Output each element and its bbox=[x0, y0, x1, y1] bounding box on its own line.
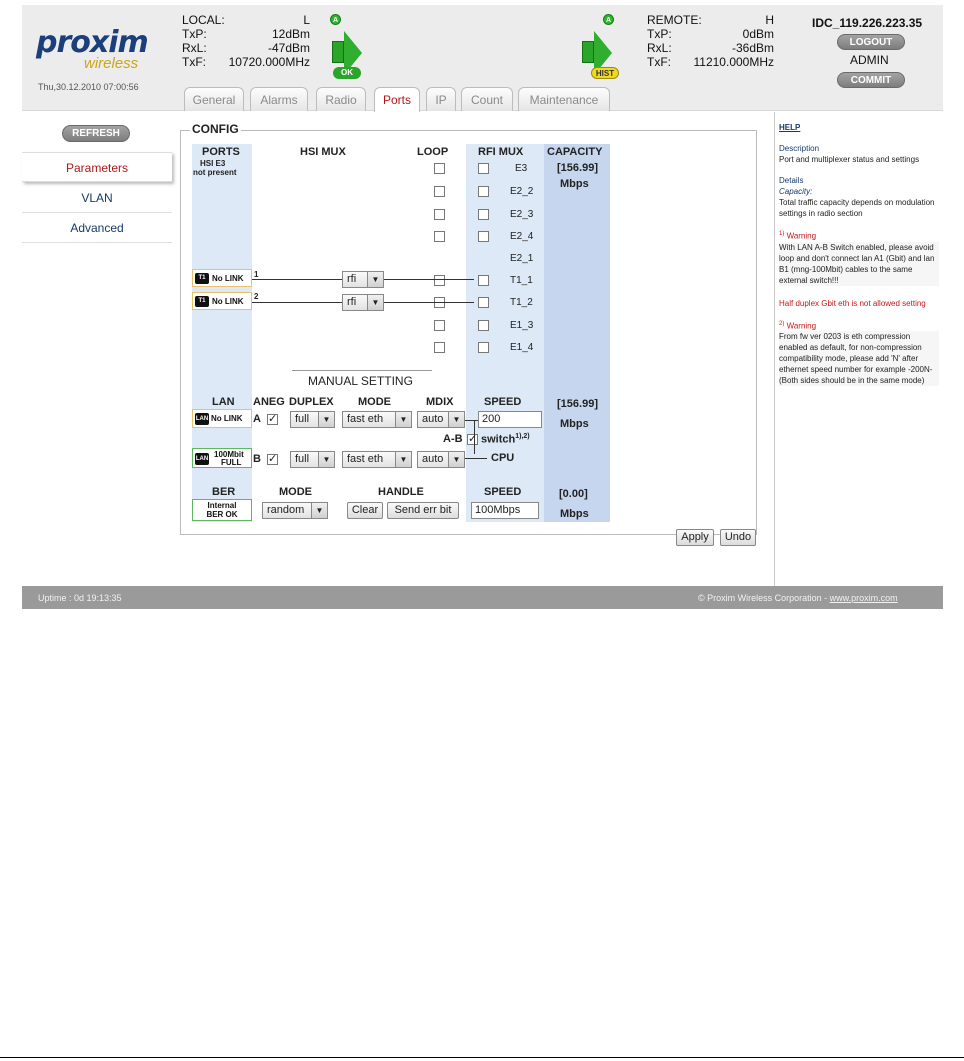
remote-hist-badge: HIST bbox=[591, 67, 619, 79]
chevron-down-icon: ▼ bbox=[318, 412, 334, 427]
local-ok-badge: OK bbox=[333, 67, 361, 79]
loop-header: LOOP bbox=[417, 146, 449, 158]
duplex-header: DUPLEX bbox=[289, 396, 334, 408]
loop-checkbox-e1-4[interactable] bbox=[434, 342, 445, 353]
rfi-checkbox-t1-1[interactable] bbox=[478, 275, 489, 286]
help-details-title: Details bbox=[779, 176, 804, 185]
remote-rxl: -36dBm bbox=[731, 41, 774, 55]
app-window bbox=[22, 5, 943, 609]
lan-b-port bbox=[192, 448, 252, 468]
remote-txp: 0dBm bbox=[742, 27, 774, 41]
lan-b-duplex-select[interactable]: full ▼ bbox=[290, 451, 335, 468]
help-panel bbox=[774, 112, 943, 586]
remote-led-icon: A bbox=[603, 14, 614, 25]
lan-a-aneg-checkbox[interactable] bbox=[267, 414, 278, 425]
datetime: Thu,30.12.2010 07:00:56 bbox=[38, 82, 139, 92]
aneg-header: ANEG bbox=[253, 396, 285, 408]
mdix-header: MDIX bbox=[426, 396, 454, 408]
manual-divider bbox=[292, 370, 432, 371]
rfi-checkbox-e2-3[interactable] bbox=[478, 209, 489, 220]
remote-flag: H bbox=[765, 13, 774, 27]
capacity-column bbox=[544, 144, 610, 522]
logout-button[interactable]: LOGOUT bbox=[837, 34, 905, 50]
loop-checkbox-e2-3[interactable] bbox=[434, 209, 445, 220]
help-desc-title: Description bbox=[779, 144, 820, 153]
chevron-down-icon: ▼ bbox=[367, 272, 383, 287]
t1-wire-2b bbox=[384, 302, 474, 303]
device-name: IDC_119.226.223.35 bbox=[812, 16, 923, 30]
t1-2-mux-select[interactable]: rfi ▼ bbox=[342, 294, 384, 311]
logo-subtitle: wireless bbox=[84, 55, 139, 72]
lan-icon: LAN bbox=[195, 413, 209, 425]
rfi-label-t1-1: T1_1 bbox=[510, 275, 533, 286]
ab-label: A-B bbox=[443, 433, 463, 445]
help-warning-2-title: $^{2)}$ Warning bbox=[779, 320, 817, 331]
lan-header: LAN bbox=[212, 396, 235, 408]
user-label: ADMIN bbox=[850, 53, 889, 67]
remote-txp-label: TxP: bbox=[647, 27, 672, 41]
ports-header: PORTS bbox=[202, 146, 240, 158]
lan-icon: LAN bbox=[195, 453, 209, 465]
t1-port-1 bbox=[192, 269, 252, 287]
rfi-label-e3: E3 bbox=[515, 163, 528, 174]
lan-a-speed-input[interactable]: 200 bbox=[478, 411, 542, 428]
config-legend: CONFIG bbox=[192, 122, 239, 136]
ber-header: BER bbox=[212, 486, 236, 498]
chevron-down-icon: ▼ bbox=[448, 412, 464, 427]
loop-checkbox-e2-4[interactable] bbox=[434, 231, 445, 242]
chevron-down-icon: ▼ bbox=[318, 452, 334, 467]
chevron-down-icon: ▼ bbox=[395, 452, 411, 467]
rfi-label-e1-4: E1_4 bbox=[510, 342, 534, 353]
capacity-header: CAPACITY bbox=[547, 146, 603, 158]
remote-txf-label: TxF: bbox=[647, 55, 671, 69]
hsie3-label: HSI E3 bbox=[200, 159, 226, 168]
uptime-label: Uptime : 0d 19:13:35 bbox=[38, 593, 122, 603]
undo-button[interactable]: Undo bbox=[720, 529, 756, 546]
tab-radio[interactable]: Radio bbox=[316, 87, 366, 111]
rfi-checkbox-t1-2[interactable] bbox=[478, 297, 489, 308]
ber-status-line2: BER OK bbox=[206, 510, 238, 519]
remote-rxl-label: RxL: bbox=[647, 41, 672, 55]
clear-button[interactable]: Clear bbox=[347, 502, 383, 519]
rfi-label-e2-4: E2_4 bbox=[510, 231, 534, 242]
capacity-ber-value: [0.00] bbox=[559, 488, 588, 500]
capacity-e3-unit: Mbps bbox=[560, 178, 589, 190]
ber-mode-header: MODE bbox=[279, 486, 312, 498]
chevron-down-icon: ▼ bbox=[311, 503, 327, 518]
proxim-logo: proxim bbox=[36, 25, 148, 60]
refresh-button[interactable]: REFRESH bbox=[62, 125, 130, 142]
rfi-label-e2-2: E2_2 bbox=[510, 186, 534, 197]
tab-maintenance[interactable]: Maintenance bbox=[518, 87, 610, 111]
help-warning-2-text: From fw ver 0203 is eth compression enabled as default, for non-compression compatibility mode, please add 'N' after ethernet speed number for example -200N- (Both sides should be in the same mode) bbox=[779, 331, 939, 386]
t1-wire-2a bbox=[252, 302, 344, 303]
capacity-e3-value: [156.99] bbox=[557, 162, 598, 174]
tab-ip[interactable]: IP bbox=[426, 87, 456, 111]
lan-b-status-line2: FULL bbox=[221, 458, 242, 467]
hsi-mux-header: HSI MUX bbox=[300, 146, 346, 158]
switch-label: switch$^{1),2)}$ bbox=[481, 433, 530, 446]
lan-b-aneg-checkbox[interactable] bbox=[267, 454, 278, 465]
cpu-label: CPU bbox=[491, 452, 515, 464]
sidebar-item-parameters[interactable]: Parameters bbox=[22, 152, 172, 182]
chevron-down-icon: ▼ bbox=[395, 412, 411, 427]
local-rxl: -47dBm bbox=[267, 41, 310, 55]
loop-checkbox-e1-3[interactable] bbox=[434, 320, 445, 331]
send-err-bit-button[interactable]: Send err bit bbox=[387, 502, 459, 519]
hsie3-status: not present bbox=[193, 168, 237, 177]
help-warning-1-title: $^{1)}$ Warning bbox=[779, 231, 817, 241]
local-txf: 10720.000MHz bbox=[228, 55, 310, 69]
lan-a-duplex-select[interactable]: full ▼ bbox=[290, 411, 335, 428]
lan-a-mdix-select[interactable]: auto ▼ bbox=[417, 411, 465, 428]
tab-alarms[interactable]: Alarms bbox=[250, 87, 308, 111]
manual-setting-label: MANUAL SETTING bbox=[308, 374, 413, 388]
rfi-checkbox-e1-4[interactable] bbox=[478, 342, 489, 353]
lan-b-letter: B bbox=[253, 453, 261, 465]
rfi-checkbox-e3[interactable] bbox=[478, 163, 489, 174]
local-txp-label: TxP: bbox=[182, 27, 207, 41]
switch-wire bbox=[474, 420, 475, 454]
lan-a-letter: A bbox=[253, 413, 261, 425]
apply-button[interactable]: Apply bbox=[676, 529, 714, 546]
lan-a-status: No LINK bbox=[211, 414, 243, 423]
local-txf-label: TxF: bbox=[182, 55, 206, 69]
tab-count[interactable]: Count bbox=[461, 87, 513, 111]
t1-icon: T1 bbox=[195, 296, 209, 307]
help-capacity-text: Total traffic capacity depends on modulation settings in radio section bbox=[779, 198, 935, 218]
t1-icon: T1 bbox=[195, 273, 209, 284]
copyright: © Proxim Wireless Corporation - www.proxim.com bbox=[698, 593, 898, 603]
rfi-mux-header: RFI MUX bbox=[478, 146, 524, 158]
tab-ports[interactable]: Ports bbox=[374, 87, 420, 112]
lan-a-wire bbox=[465, 420, 478, 421]
help-capacity-label: Capacity: bbox=[779, 187, 813, 196]
chevron-down-icon: ▼ bbox=[448, 452, 464, 467]
rfi-label-e1-3: E1_3 bbox=[510, 320, 534, 331]
loop-checkbox-e3[interactable] bbox=[434, 163, 445, 174]
t1-port-2-status: No LINK bbox=[212, 297, 244, 306]
sidebar-item-vlan[interactable]: VLAN bbox=[22, 183, 172, 213]
t1-wire-1a bbox=[252, 279, 344, 280]
rfi-label-e2-1: E2_1 bbox=[510, 253, 534, 264]
rfi-checkbox-e2-2[interactable] bbox=[478, 186, 489, 197]
local-flag: L bbox=[303, 13, 310, 27]
proxim-link[interactable]: www.proxim.com bbox=[829, 593, 898, 603]
help-title: HELP bbox=[779, 123, 801, 132]
tab-general[interactable]: General bbox=[184, 87, 244, 111]
t1-line-number-2: 2 bbox=[254, 292, 259, 301]
help-desc: Port and multiplexer status and settings bbox=[779, 155, 920, 164]
ber-speed-input[interactable]: 100Mbps bbox=[471, 502, 539, 519]
rfi-checkbox-e2-4[interactable] bbox=[478, 231, 489, 242]
loop-checkbox-e2-2[interactable] bbox=[434, 186, 445, 197]
lan-b-mode-select[interactable]: fast eth ▼ bbox=[342, 451, 412, 468]
handle-header: HANDLE bbox=[378, 486, 424, 498]
rfi-mux-column bbox=[466, 144, 544, 522]
ber-status-box bbox=[192, 499, 252, 521]
lan-a-mode-select[interactable]: fast eth ▼ bbox=[342, 411, 412, 428]
t1-port-1-status: No LINK bbox=[212, 274, 244, 283]
capacity-lan-unit: Mbps bbox=[560, 418, 589, 430]
t1-port-2 bbox=[192, 292, 252, 310]
remote-txf: 11210.000MHz bbox=[693, 55, 774, 69]
ber-status-line1: Internal bbox=[207, 501, 237, 510]
t1-1-mux-select[interactable]: rfi ▼ bbox=[342, 271, 384, 288]
local-title: LOCAL: bbox=[182, 13, 225, 27]
ber-speed-header: SPEED bbox=[484, 486, 522, 498]
commit-button[interactable]: COMMIT bbox=[837, 72, 905, 88]
t1-line-number-1: 1 bbox=[254, 270, 259, 279]
local-led-icon: A bbox=[330, 14, 341, 25]
rfi-label-t1-2: T1_2 bbox=[510, 297, 533, 308]
capacity-lan-value: [156.99] bbox=[557, 398, 598, 410]
ber-mode-select[interactable]: random ▼ bbox=[262, 502, 328, 519]
footer bbox=[22, 586, 943, 609]
header bbox=[22, 5, 943, 111]
t1-wire-1b bbox=[384, 279, 474, 280]
local-rxl-label: RxL: bbox=[182, 41, 207, 55]
help-half-duplex: Half duplex Gbit eth is not allowed setting bbox=[779, 298, 926, 308]
local-txp: 12dBm bbox=[271, 27, 310, 41]
lan-a-port bbox=[192, 409, 252, 428]
remote-title: REMOTE: bbox=[647, 13, 702, 27]
lan-b-status-line1: 100Mbit bbox=[214, 450, 244, 459]
lan-b-mdix-select[interactable]: auto ▼ bbox=[417, 451, 465, 468]
switch-checkbox[interactable] bbox=[467, 434, 478, 445]
speed-header: SPEED bbox=[484, 396, 522, 408]
sidebar-item-advanced[interactable]: Advanced bbox=[22, 213, 172, 243]
rfi-label-e2-3: E2_3 bbox=[510, 209, 534, 220]
lan-b-wire bbox=[465, 458, 487, 459]
chevron-down-icon: ▼ bbox=[367, 295, 383, 310]
rfi-checkbox-e1-3[interactable] bbox=[478, 320, 489, 331]
mode-header: MODE bbox=[358, 396, 391, 408]
page-bottom-rule bbox=[0, 1057, 964, 1058]
capacity-ber-unit: Mbps bbox=[560, 508, 589, 520]
loop-checkbox-t1-1[interactable] bbox=[434, 275, 445, 286]
main-body bbox=[22, 112, 943, 586]
help-warning-1-text: With LAN A-B Switch enabled, please avoid loop and don't connect lan A1 (Gbit) and lan B1 (mng-100Mbit) cables to the same external switch!!! bbox=[779, 242, 939, 286]
